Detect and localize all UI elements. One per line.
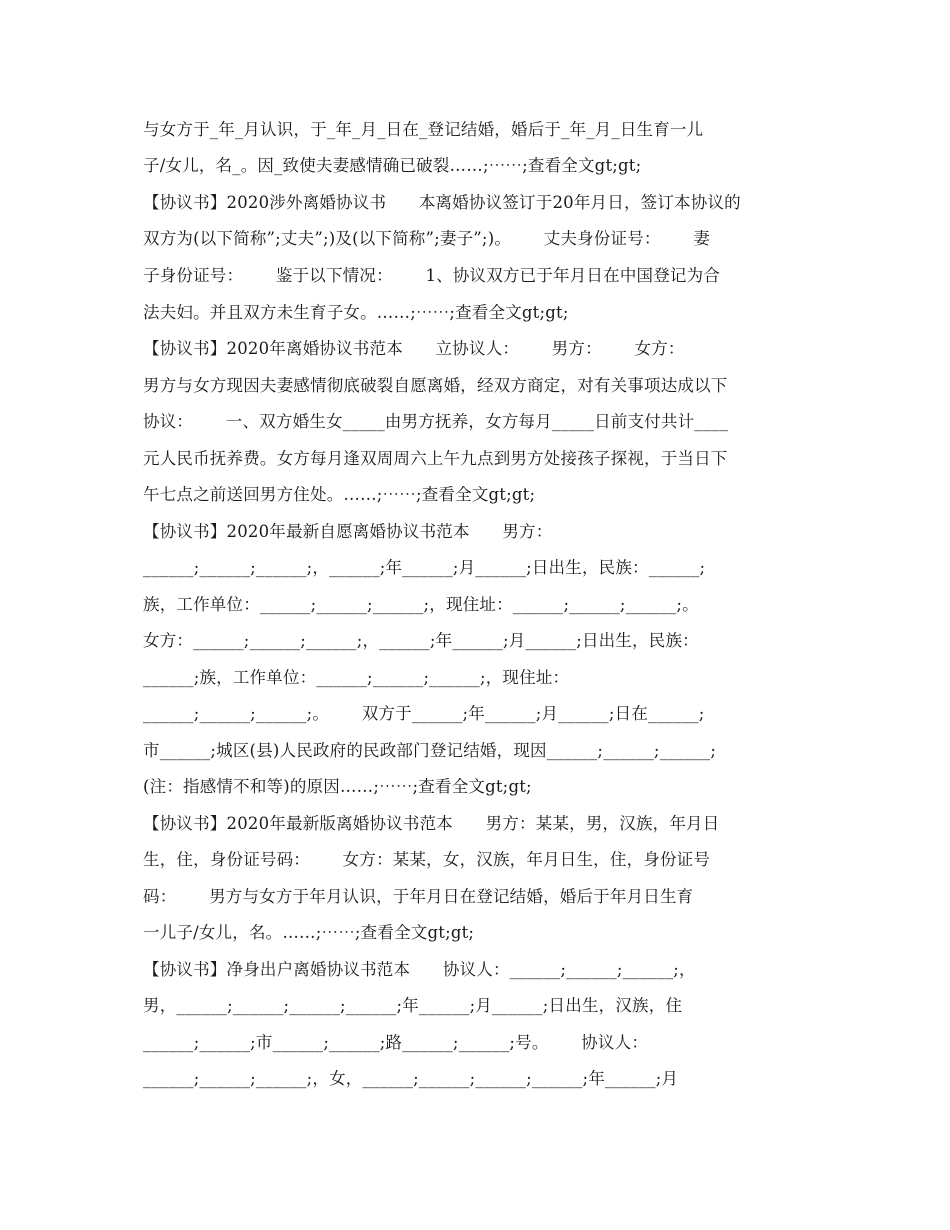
text-line: 【协议书】2020年最新自愿离婚协议书范本 男方： (143, 522, 553, 541)
text-line: 【协议书】2020年最新版离婚协议书范本 男方：某某，男，汉族，年月日 (143, 814, 720, 833)
text-line: 族，工作单位：______;______;______;，现住址：______;______;______;。 (143, 595, 699, 614)
text-line: 【协议书】2020年离婚协议书范本 立协议人： 男方： 女方： (143, 339, 685, 358)
text-line: 生，住，身份证号码： 女方：某某，女，汉族，年月日生，住，身份证号 (143, 850, 711, 869)
text-line: ______;族，工作单位：______;______;______;，现住址： (143, 668, 570, 687)
text-line: 法夫妇。并且双方未生育子女。……;⋯⋯;查看全文gt;gt; (143, 303, 569, 322)
text-line: 与女方于_年_月认识，于_年_月_日在_登记结婚，婚后于_年_月_日生育一儿 (143, 120, 704, 139)
text-line: 子/女儿，名_。因_致使夫妻感情确已破裂……;⋯⋯;查看全文gt;gt; (143, 156, 642, 175)
text-line: 协议： 一、双方婚生女_____由男方抚养，女方每月_____日前支付共计____ (143, 412, 729, 431)
text-line: 【协议书】净身出户离婚协议书范本 协议人：______;______;______;， (143, 960, 696, 979)
text-line: ______;______;______;，______;年______;月______;日出生，民族：______; (143, 558, 706, 577)
text-line: (注：指感情不和等)的原因……;⋯⋯;查看全文gt;gt; (143, 777, 532, 796)
text-line: 元人民币抚养费。女方每月逢双周周六上午九点到男方处接孩子探视，于当日下 (143, 449, 728, 468)
text-line: 【协议书】2020涉外离婚协议书 本离婚协议签订于20年月日，签订本协议的 (143, 193, 741, 212)
text-line: 双方为(以下简称”;丈夫”;)及(以下简称”;妻子”;)。 丈夫身份证号： 妻 (143, 229, 710, 248)
text-line: 女方：______;______;______;，______;年______;月______;日出生，民族： (143, 631, 699, 650)
text-line: ______;______;______;。 双方于______;年______;月______;日在______; (143, 704, 705, 723)
text-line: 男方与女方现因夫妻感情彻底破裂自愿离婚，经双方商定，对有关事项达成以下 (143, 376, 728, 395)
text-line: ______;______;______;，女，______;______;______;______;年______;月 (143, 1069, 679, 1088)
text-line: ______;______;市______;______;路______;______;号。 协议人： (143, 1033, 649, 1052)
text-line: 男，______;______;______;______;年______;月______;日出生，汉族，住 (143, 996, 683, 1015)
text-line: 码： 男方与女方于年月认识，于年月日在登记结婚，婚后于年月日生育 (143, 887, 694, 906)
text-line: 市______;城区(县)人民政府的民政部门登记结婚，现因______;______;______; (143, 741, 717, 760)
text-line: 一儿子/女儿，名。……;⋯⋯;查看全文gt;gt; (143, 923, 475, 942)
text-line: 子身份证号： 鉴于以下情况： 1、协议双方已于年月日在中国登记为合 (143, 266, 721, 285)
text-line: 午七点之前送回男方住处。……;⋯⋯;查看全文gt;gt; (143, 485, 536, 504)
